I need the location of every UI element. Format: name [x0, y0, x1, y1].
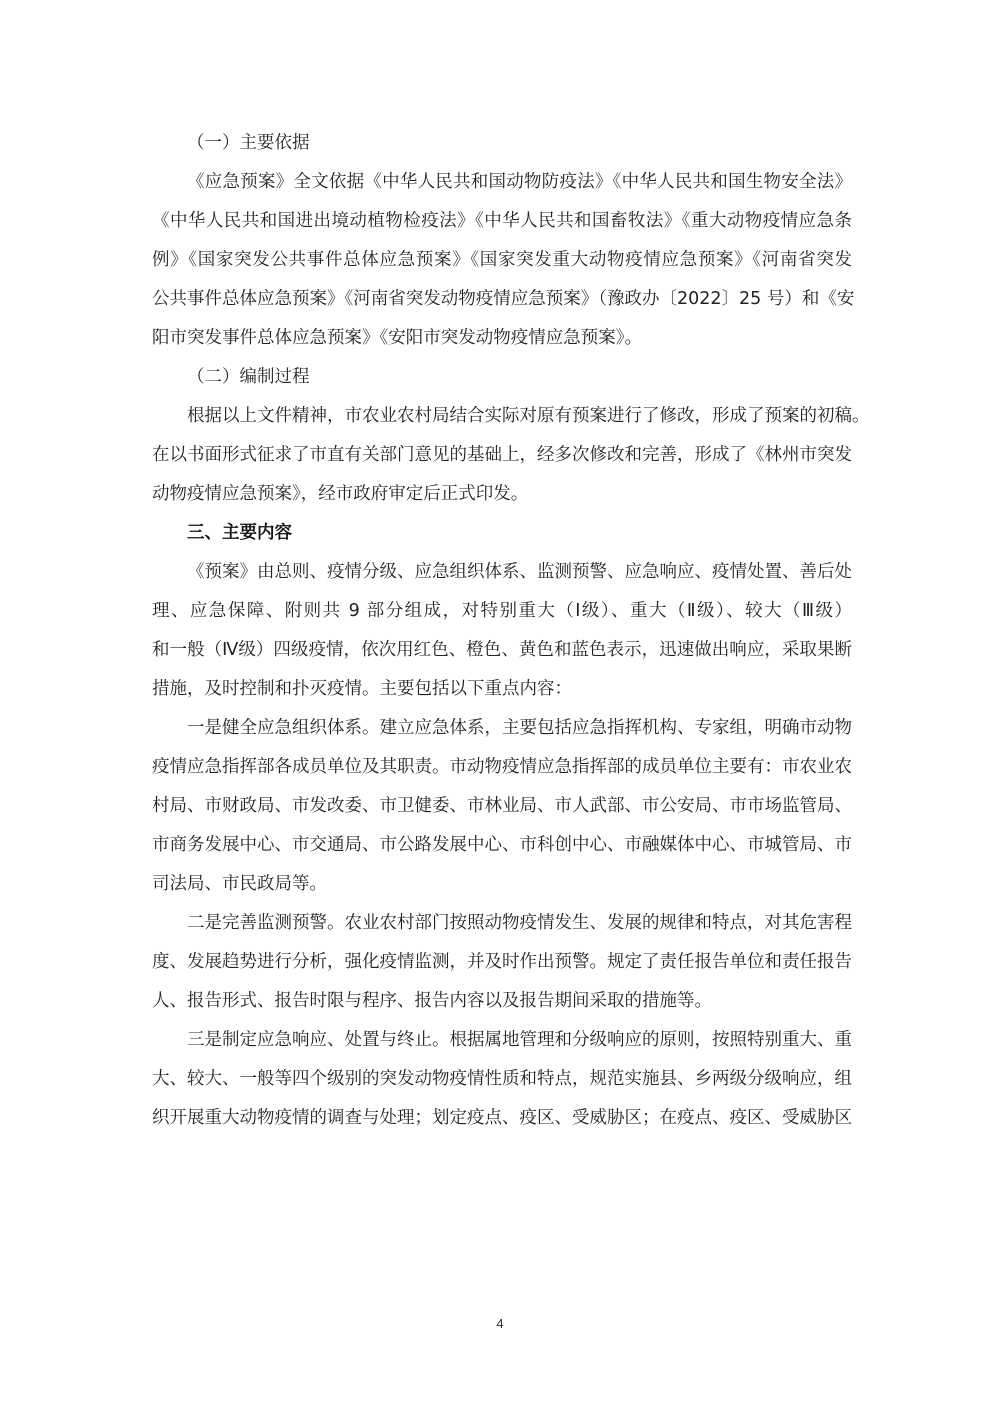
text-line: 《应急预案》全文依据《中华人民共和国动物防疫法》《中华人民共和国生物安全法》 — [187, 172, 852, 192]
body-paragraph — [152, 709, 852, 904]
text-line: 织开展重大动物疫情的调查与处理；划定疫点、疫区、受威胁区；在疫点、疫区、受威胁区 — [152, 1108, 852, 1128]
text-line: 三、主要内容 — [187, 523, 292, 543]
text-line: 度、发展趋势进行分析，强化疫情监测，并及时作出预警。规定了责任报告单位和责任报告 — [152, 952, 852, 972]
body-paragraph — [152, 553, 852, 709]
text-line: 司法局、市民政局等。 — [152, 874, 327, 894]
subsection-heading — [152, 358, 852, 397]
text-line: 《中华人民共和国进出境动植物检疫法》《中华人民共和国畜牧法》《重大动物疫情应急条 — [152, 211, 852, 231]
section-heading — [152, 514, 852, 553]
text-line: （二）编制过程 — [187, 367, 310, 387]
text-line: 疫情应急指挥部各成员单位及其职责。市动物疫情应急指挥部的成员单位主要有：市农业农 — [152, 757, 852, 777]
text-line: 动物疫情应急预案》，经市政府审定后正式印发。 — [152, 484, 529, 504]
text-line: 三是制定应急响应、处置与终止。根据属地管理和分级响应的原则，按照特别重大、重 — [187, 1030, 852, 1050]
text-line: 例》《国家突发公共事件总体应急预案》《国家突发重大动物疫情应急预案》《河南省突发 — [152, 250, 852, 270]
body-paragraph — [152, 397, 870, 514]
text-line: 理、应急保障、附则共 9 部分组成，对特别重大（Ⅰ级）、重大（Ⅱ级）、较大（Ⅲ级） — [152, 601, 852, 621]
body-paragraph — [152, 1021, 852, 1138]
subsection-heading — [152, 124, 852, 163]
body-paragraph — [152, 163, 855, 358]
text-line: 市商务发展中心、市交通局、市公路发展中心、市科创中心、市融媒体中心、市城管局、市 — [152, 835, 852, 855]
text-line: 公共事件总体应急预案》《河南省突发动物疫情应急预案》（豫政办〔2022〕25 号）和《安 — [152, 289, 855, 309]
text-line: 一是健全应急组织体系。建立应急体系，主要包括应急指挥机构、专家组，明确市动物 — [187, 718, 852, 738]
text-line: 二是完善监测预警。农业农村部门按照动物疫情发生、发展的规律和特点，对其危害程 — [187, 913, 852, 933]
document-body — [152, 124, 870, 1138]
text-line: 和一般（Ⅳ级）四级疫情，依次用红色、橙色、黄色和蓝色表示，迅速做出响应，采取果断 — [152, 640, 852, 660]
text-line: 大、较大、一般等四个级别的突发动物疫情性质和特点，规范实施县、乡两级分级响应，组 — [152, 1069, 852, 1089]
text-line: 在以书面形式征求了市直有关部门意见的基础上，经多次修改和完善，形成了《林州市突发 — [152, 445, 852, 465]
text-line: 《预案》由总则、疫情分级、应急组织体系、监测预警、应急响应、疫情处置、善后处 — [187, 562, 852, 582]
page-number: 4 — [496, 1316, 504, 1331]
body-paragraph — [152, 904, 852, 1021]
text-line: 根据以上文件精神，市农业农村局结合实际对原有预案进行了修改，形成了预案的初稿。 — [187, 406, 870, 426]
text-line: （一）主要依据 — [187, 133, 310, 153]
text-line: 村局、市财政局、市发改委、市卫健委、市林业局、市人武部、市公安局、市市场监管局、 — [152, 796, 852, 816]
text-line: 人、报告形式、报告时限与程序、报告内容以及报告期间采取的措施等。 — [152, 991, 712, 1011]
text-line: 措施，及时控制和扑灭疫情。主要包括以下重点内容： — [152, 679, 572, 699]
text-line: 阳市突发事件总体应急预案》《安阳市突发动物疫情应急预案》。 — [152, 328, 642, 348]
